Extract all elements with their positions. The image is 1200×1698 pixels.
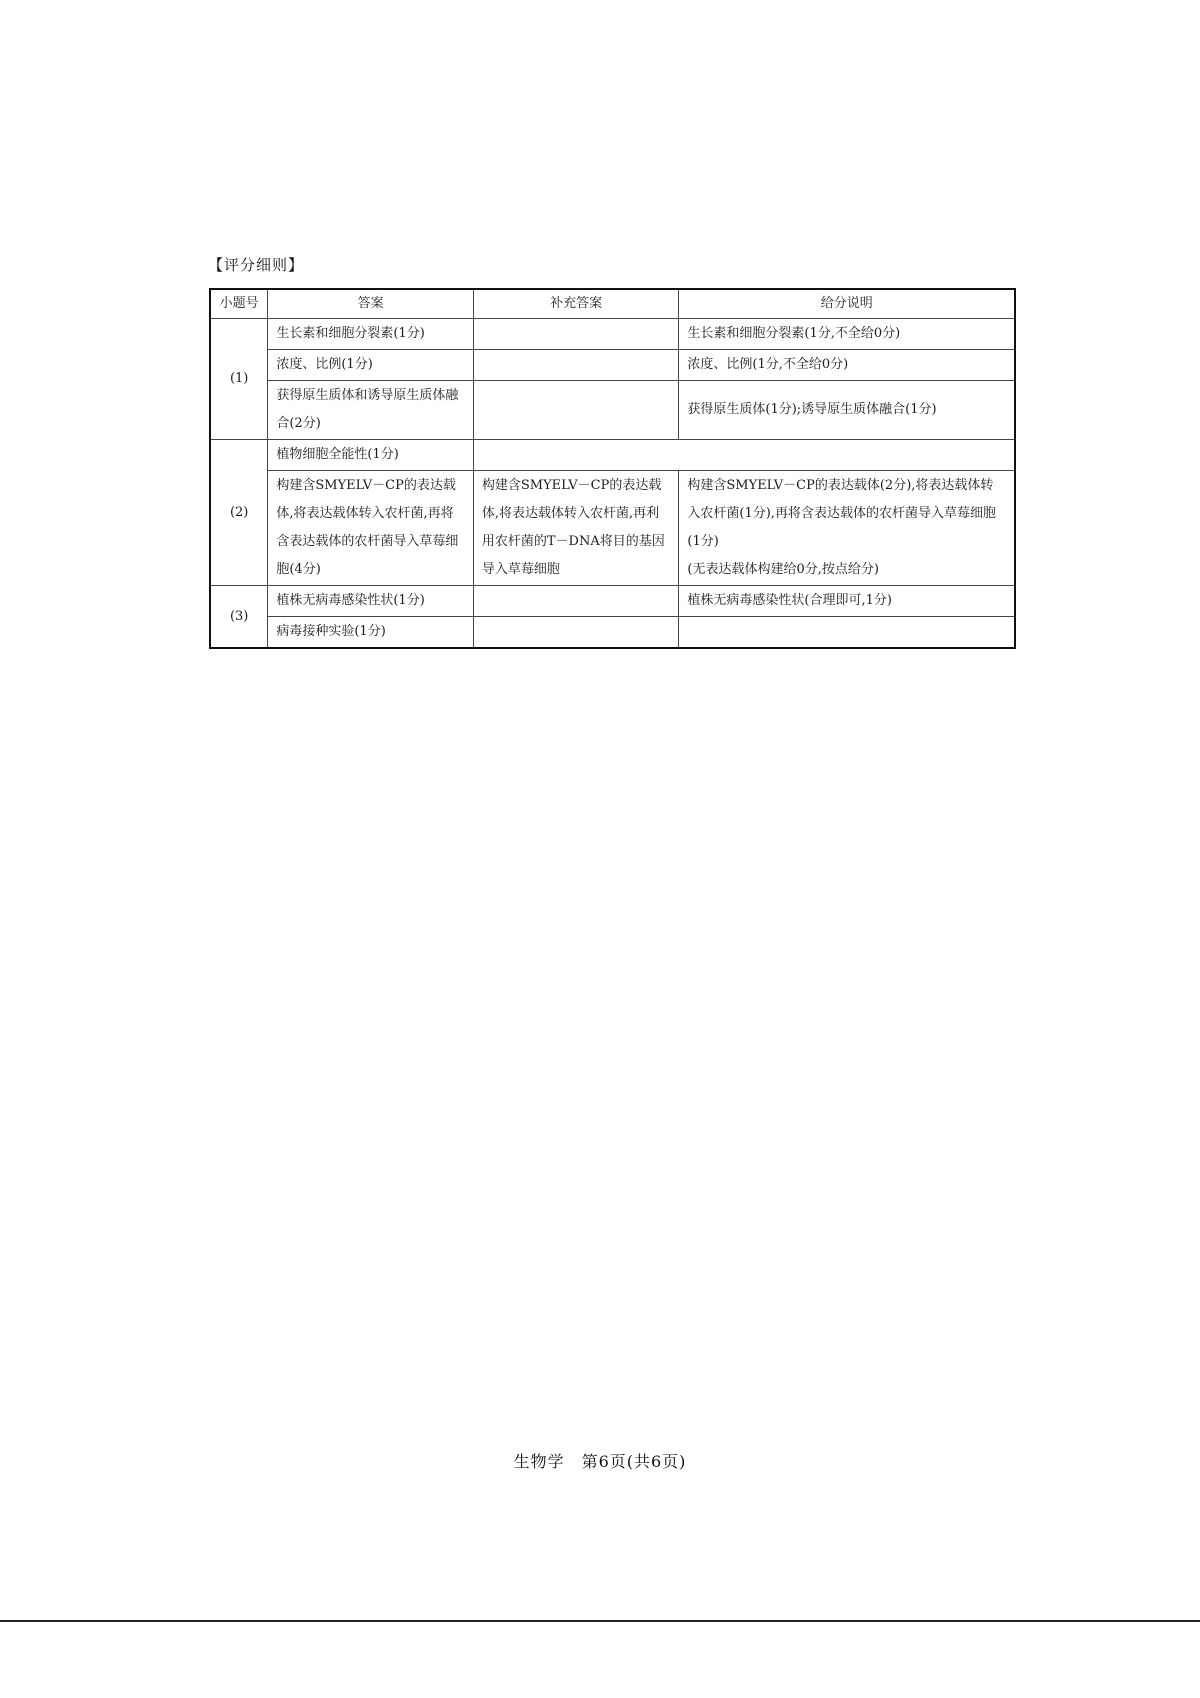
section-title: 【评分细则】 — [208, 256, 305, 274]
answer-cell: 浓度、比例(1分) — [268, 350, 474, 381]
table-row — [210, 440, 1015, 471]
table-row — [210, 319, 1015, 350]
answer-cell: 生长素和细胞分裂素(1分) — [268, 319, 474, 350]
table-row — [210, 617, 1015, 649]
supplement-cell — [473, 381, 679, 440]
scoring-cell: 浓度、比例(1分,不全给0分) — [679, 350, 1015, 381]
scoring-cell: 构建含SMYELV－CP的表达载体(2分),将表达载体转入农杆菌(1分),再将含表达载体的农杆菌导入草莓细胞(1分) (无表达载体构建给0分,按点给分) — [679, 471, 1015, 586]
bottom-divider — [0, 1620, 1200, 1622]
header-question-number: 小题号 — [210, 289, 268, 319]
question-number: (3) — [210, 586, 268, 649]
answer-cell: 植物细胞全能性(1分) — [268, 440, 474, 471]
answer-cell: 获得原生质体和诱导原生质体融合(2分) — [268, 381, 474, 440]
header-supplementary-answer: 补充答案 — [473, 289, 679, 319]
table-header-row — [210, 289, 1015, 319]
answer-cell: 构建含SMYELV－CP的表达载体,将表达载体转入农杆菌,再将含表达载体的农杆菌导入草莓细胞(4分) — [268, 471, 474, 586]
header-answer: 答案 — [268, 289, 474, 319]
answer-cell: 病毒接种实验(1分) — [268, 617, 474, 649]
scoring-cell: 生长素和细胞分裂素(1分,不全给0分) — [679, 319, 1015, 350]
scoring-cell: 植株无病毒感染性状(合理即可,1分) — [679, 586, 1015, 617]
supplement-cell — [473, 617, 679, 649]
question-number: (2) — [210, 440, 268, 586]
answer-cell: 植株无病毒感染性状(1分) — [268, 586, 474, 617]
scoring-cell: 获得原生质体(1分);诱导原生质体融合(1分) — [679, 381, 1015, 440]
page-footer: 生物学 第6页(共6页) — [513, 1452, 687, 1471]
supplement-cell — [473, 586, 679, 617]
question-number: (1) — [210, 319, 268, 440]
supplement-cell — [473, 350, 679, 381]
merged-empty-cell — [473, 440, 1015, 471]
table-row — [210, 350, 1015, 381]
table-row — [210, 586, 1015, 617]
supplement-cell: 构建含SMYELV－CP的表达载体,将表达载体转入农杆菌,再利用农杆菌的T－DNA将目的基因导入草莓细胞 — [473, 471, 679, 586]
table-row — [210, 471, 1015, 586]
supplement-cell — [473, 319, 679, 350]
scoring-cell — [679, 617, 1015, 649]
table-row — [210, 381, 1015, 440]
scoring-table — [209, 288, 1016, 649]
header-scoring-notes: 给分说明 — [679, 289, 1015, 319]
